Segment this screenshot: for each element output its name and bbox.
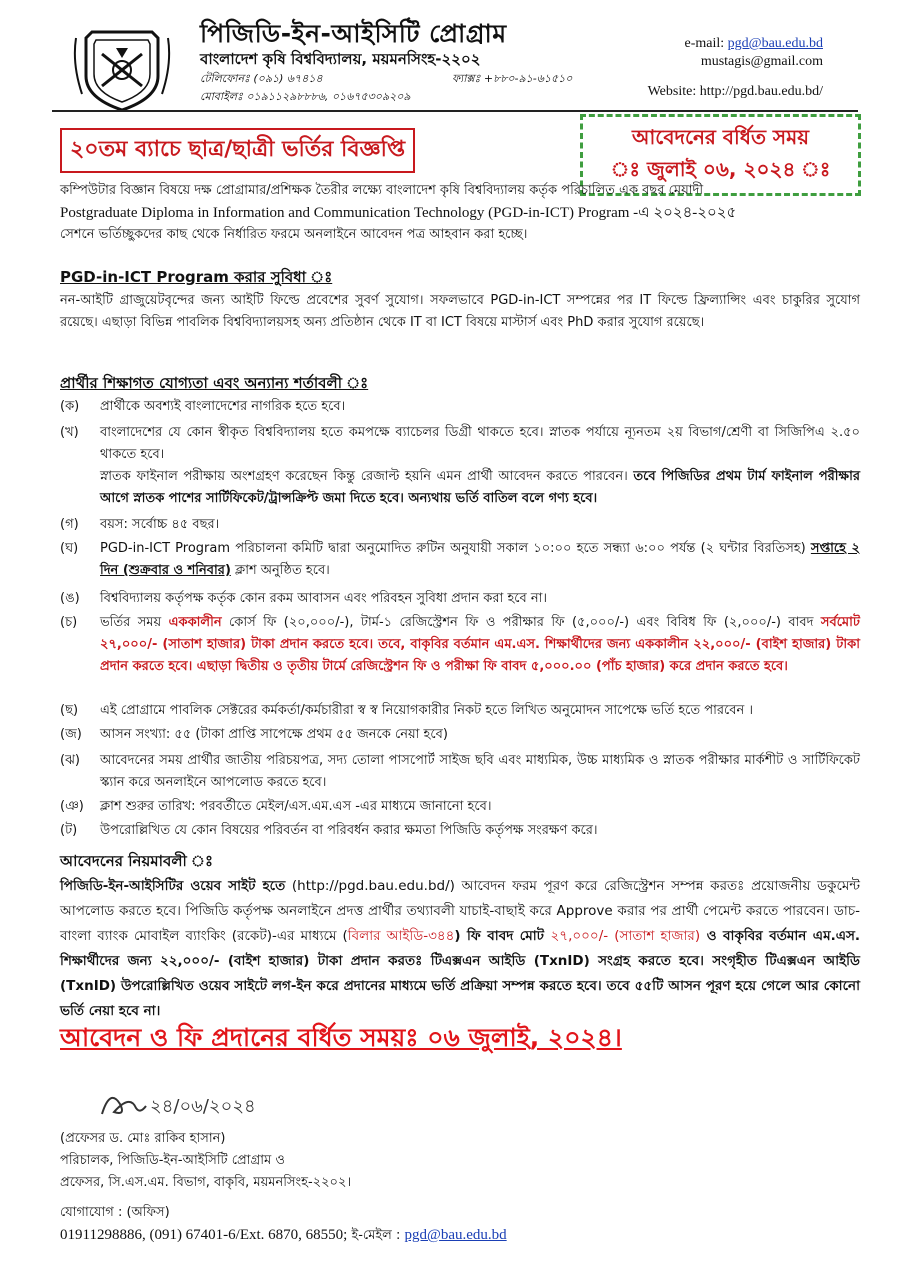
contact-line xyxy=(60,1226,507,1247)
university-name: বাংলাদেশ কৃষি বিশ্ববিদ্যালয়, ময়মনসিংহ-২২০২ xyxy=(200,50,481,68)
email-secondary: mustagis@gmail.com xyxy=(700,54,823,69)
app-text: ) ফি বাবদ মোট xyxy=(454,928,551,944)
contact-email-link[interactable]: pgd@bau.edu.bd xyxy=(404,1227,507,1243)
item-text: উপরোল্লিখিত যে কোন বিষয়ের পরিবর্তন বা পরিবর্ধন করার ক্ষমতা পিজিডি কর্তৃপক্ষ সংরক্ষণ করে। xyxy=(100,823,598,838)
intro-line-3: সেশনে ভর্তিচ্ছুকদের কাছ থেকে নির্ধারিত ফরমে অনলাইনে আবেদন পত্র আহবান করা হচ্ছে। xyxy=(60,227,528,242)
contact-label: যোগাযোগ : (অফিস) xyxy=(60,1205,170,1220)
item-marker: (চ) xyxy=(60,615,78,630)
list-item xyxy=(60,724,860,746)
item-text: কোর্স ফি (২০,০০০/-), টার্ম-১ রেজিস্ট্রেশন ফি ও পরীক্ষার ফি (৫,০০০/-) এবং বিবিধ ফি (২,০০০/-) বাবদ xyxy=(221,615,821,630)
bau-emblem-icon xyxy=(72,24,172,112)
item-marker: (ঙ) xyxy=(60,591,80,606)
item-text: আবেদনের সময় প্রার্থীর জাতীয় পরিচয়পত্র, সদ্য তোলা পাসপোর্ট সাইজ ছবি এবং মাধ্যমিক, উচ্চ মাধ্যমিক ও স্নাতক পরীক্ষার মার্কশীট ও সার্টিফিকেট স্ক্যান করে অনলাইনে আপলোড করতে হবে। xyxy=(100,753,860,790)
email-line: e-mail: pgd@bau.edu.bd xyxy=(684,36,823,51)
item-text: ভর্তির সময় xyxy=(100,615,169,630)
app-text-red: বিলার আইডি-৩৪৪ xyxy=(347,928,455,944)
website: Website: http://pgd.bau.edu.bd/ xyxy=(647,84,823,99)
item-text: PGD-in-ICT Program পরিচালনা কমিটি দ্বারা অনুমোদিত রুটিন অনুযায়ী সকাল ১০:০০ হতে সন্ধ্যা ৬:০০ পর্যন্ত (২ ঘন্টার বিরতিসহ) xyxy=(100,541,811,556)
list-item xyxy=(60,396,860,418)
fax: ফ্যাক্সঃ +৮৮০-৯১-৬১৫১০ xyxy=(452,72,573,85)
eligibility-heading: প্রার্থীর শিক্ষাগত যোগ্যতা এবং অন্যান্য শর্তাবলী ঃ xyxy=(60,374,369,392)
mobile: মোবাইলঃ ০১৯১১২৯৮৮৮৬, ০১৬৭৫৩০৯২০৯ xyxy=(200,90,411,103)
list-item xyxy=(60,422,860,466)
list-item xyxy=(60,514,860,536)
item-marker: (গ) xyxy=(60,517,79,532)
item-text: বাংলাদেশের যে কোন স্বীকৃত বিশ্ববিদ্যালয় হতে কমপক্ষে ব্যাচেলর ডিগ্রী থাকতে হবে। স্নাতক পর্যায়ে ন্যূনতম ২য় বিভাগ/শ্রেণী বা সিজিপিএ ২.৫০ থাকতে হবে। xyxy=(100,425,860,462)
contact-phones: 01911298886, (091) 67401-6/Ext. 6870, 68550; xyxy=(60,1227,348,1243)
benefits-heading: PGD-in-ICT Program করার সুবিধা ঃ xyxy=(60,268,333,286)
application-text xyxy=(60,874,860,1024)
item-text: বয়স: সর্বোচ্চ ৪৫ বছর। xyxy=(100,517,220,532)
app-text-red: ২৭,০০০/- (সাতাশ হাজার) xyxy=(550,928,701,944)
app-text-bold: পিজিডি-ইন-আইসিটির ওয়েব সাইট হতে xyxy=(60,878,286,894)
app-text: (http://pgd.bau.edu.bd/) আবেদন ফরম পূরণ করে রেজিস্ট্রেশন সম্পন্ন করতঃ প্রয়োজনীয় ডকুমেন্ট আপলোড করতে হবে। পিজিডি কর্তৃপক্ষ অনলাইনে প্রদত্ত প্রার্থীর তথ্যাবলী যাচাই-বাছাই করে Approve করার পর প্রার্থী পেমেন্ট করতে পারবেন। ডাচ-বাংলা ব্যাংক মোবাইল ব্যাংকিং (রকেট)-এর মাধ্যমে ( xyxy=(60,878,860,944)
item-text: ক্লাশ শুরুর তারিখ: পরবর্তীতে মেইল/এস.এম.এস -এর মাধ্যমে জানানো হবে। xyxy=(100,799,492,814)
item-text: এই প্রোগ্রামে পাবলিক সেক্টরের কর্মকর্তা/কর্মচারীরা স্ব স্ব নিয়োগকারীর নিকট হতে লিখিত অনুমোদন সাপেক্ষে ভর্তি হতে পারবেন । xyxy=(100,703,754,718)
item-text: স্নাতক ফাইনাল পরীক্ষায় অংশগ্রহণ করেছেন কিন্তু রেজাল্ট হয়নি এমন প্রার্থী আবেদন করতে পারবেন। xyxy=(100,469,634,484)
email-link[interactable]: pgd@bau.edu.bd xyxy=(727,36,823,51)
list-item xyxy=(60,820,860,842)
telephone: টেলিফোনঃ (০৯১) ৬৭৪১৪ xyxy=(200,72,323,85)
item-marker: (ঞ) xyxy=(60,799,84,814)
final-deadline: আবেদন ও ফি প্রদানের বর্ধিত সময়ঃ ০৬ জুলাই, ২০২৪। xyxy=(60,1023,622,1052)
program-title: পিজিডি-ইন-আইসিটি প্রোগ্রাম xyxy=(200,19,507,48)
item-marker: (ছ) xyxy=(60,703,79,718)
extended-deadline-label: আবেদনের বর্ধিত সময় xyxy=(631,125,810,149)
item-text: প্রার্থীকে অবশ্যই বাংলাদেশের নাগরিক হতে হবে। xyxy=(100,399,346,414)
signature-mark xyxy=(100,1084,260,1124)
benefits-text: নন-আইটি গ্রাজুয়েটবৃন্দের জন্য আইটি ফিল্ডে প্রবেশের সুবর্ণ সুযোগ। সফলভাবে PGD-in-ICT সম্পন্নের পর IT ফিল্ডে ফ্রিল্যান্সিং এবং চাকুরির সুযোগ রয়েছে। এছাড়া বিভিন্ন পাবলিক বিশ্ববিদ্যালয়সহ অন্য প্রতিষ্ঠান থেকে IT বা ICT বিষয়ে মাস্টার্স এবং PhD করার সুযোগ রয়েছে। xyxy=(60,293,860,330)
extended-deadline-date: ঃ জুলাই ০৬, ২০২৪ ঃ xyxy=(610,157,831,181)
item-text: আসন সংখ্যা: ৫৫ (টাকা প্রাপ্তি সাপেক্ষে প্রথম ৫৫ জনকে নেয়া হবে) xyxy=(100,727,448,742)
item-marker: (খ) xyxy=(60,425,79,440)
list-item xyxy=(60,612,860,678)
list-item xyxy=(60,700,860,722)
item-text-red: এককালীন xyxy=(168,615,222,630)
application-heading: আবেদনের নিয়মাবলী ঃ xyxy=(60,852,213,870)
item-text-bold: তবে পিজিডির প্রথম টার্ম ফাইনাল পরীক্ষার আগে স্নাতক পাশের সার্টিফিকেট/ট্রান্সক্রিপ্ট জমা দিতে হবে। অন্যথায় ভর্তি বাতিল বলে গণ্য হবে। xyxy=(100,469,860,506)
list-item xyxy=(60,466,860,510)
item-marker: (ট) xyxy=(60,823,78,838)
item-text: বিশ্ববিদ্যালয় কর্তৃপক্ষ কর্তৃক কোন রকম আবাসন এবং পরিবহন সুবিধা প্রদান করা হবে না। xyxy=(100,591,548,606)
item-marker: (ক) xyxy=(60,399,80,414)
list-item xyxy=(60,750,860,794)
item-text-bold: সপ্তাহে ২ দিন (শুক্রবার ও শনিবার) xyxy=(100,541,860,578)
item-text: ক্লাশ অনুষ্ঠিত হবে। xyxy=(230,563,330,578)
header-divider xyxy=(52,110,858,112)
list-item xyxy=(60,796,860,818)
item-marker: (ঘ) xyxy=(60,541,79,556)
list-item xyxy=(60,588,860,610)
app-text: ও বাকৃবির বর্তমান এম.এস. শিক্ষার্থীদের জন্য ২২,০০০/- (বাইশ হাজার) টাকা প্রদান করতঃ টিএক্সএন আইডি (TxnID) সংগ্রহ করতে হবে। সংগৃহীত টিএক্সএন আইডি (TxnID) উপরোল্লিখিত ওয়েব সাইটে লগ-ইন করে প্রদানের মাধ্যমে ভর্তি প্রক্রিয়া সম্পন্ন করতে হবে। তবে ৫৫টি আসন পূরণ হয়ে গেলে আর কোনো ভর্তি নেয়া হবে না। xyxy=(60,928,861,1019)
signatory-title-1: পরিচালক, পিজিডি-ইন-আইসিটি প্রোগ্রাম ও xyxy=(60,1153,285,1168)
signatory-name: (প্রফেসর ড. মোঃ রাকিব হাসান) xyxy=(60,1131,226,1146)
item-marker: (ঝ) xyxy=(60,753,80,768)
contact-email-label: ই-মেইল : xyxy=(347,1228,405,1243)
intro-line-2: Postgraduate Diploma in Information and Communication Technology (PGD-in-ICT) Program -এ ২০২৪-২০২৫ xyxy=(60,205,737,221)
list-item xyxy=(60,538,860,582)
intro-line-1: কম্পিউটার বিজ্ঞান বিষয়ে দক্ষ প্রোগ্রামার/প্রশিক্ষক তৈরীর লক্ষ্যে বাংলাদেশ কৃষি বিশ্ববিদ্যালয় কর্তৃক পরিচালিত এক বছর মেয়াদী xyxy=(60,183,704,198)
signatory-title-2: প্রফেসর, সি.এস.এম. বিভাগ, বাকৃবি, ময়মনসিংহ-২২০২। xyxy=(60,1175,352,1190)
notice-title: ২০তম ব্যাচে ছাত্র/ছাত্রী ভর্তির বিজ্ঞপ্তি xyxy=(60,128,415,173)
signature-date: ২৪/০৬/২০২৪ xyxy=(150,1096,256,1117)
item-text-red: সর্বমোট ২৭,০০০/- (সাতাশ হাজার) টাকা প্রদান করতে হবে। তবে, বাকৃবির বর্তমান এম.এস. শিক্ষার্থীদের জন্য এককালীন ২২,০০০/- (বাইশ হাজার) টাকা প্রদান করতে হবে। এছাড়া দ্বিতীয় ও তৃতীয় টার্মে রেজিস্ট্রেশন ফি ও পরীক্ষা ফি বাবদ ৫,০০০.০০ (পাঁচ হাজার) করে প্রদান করতে হবে। xyxy=(100,615,860,674)
item-marker: (জ) xyxy=(60,727,82,742)
